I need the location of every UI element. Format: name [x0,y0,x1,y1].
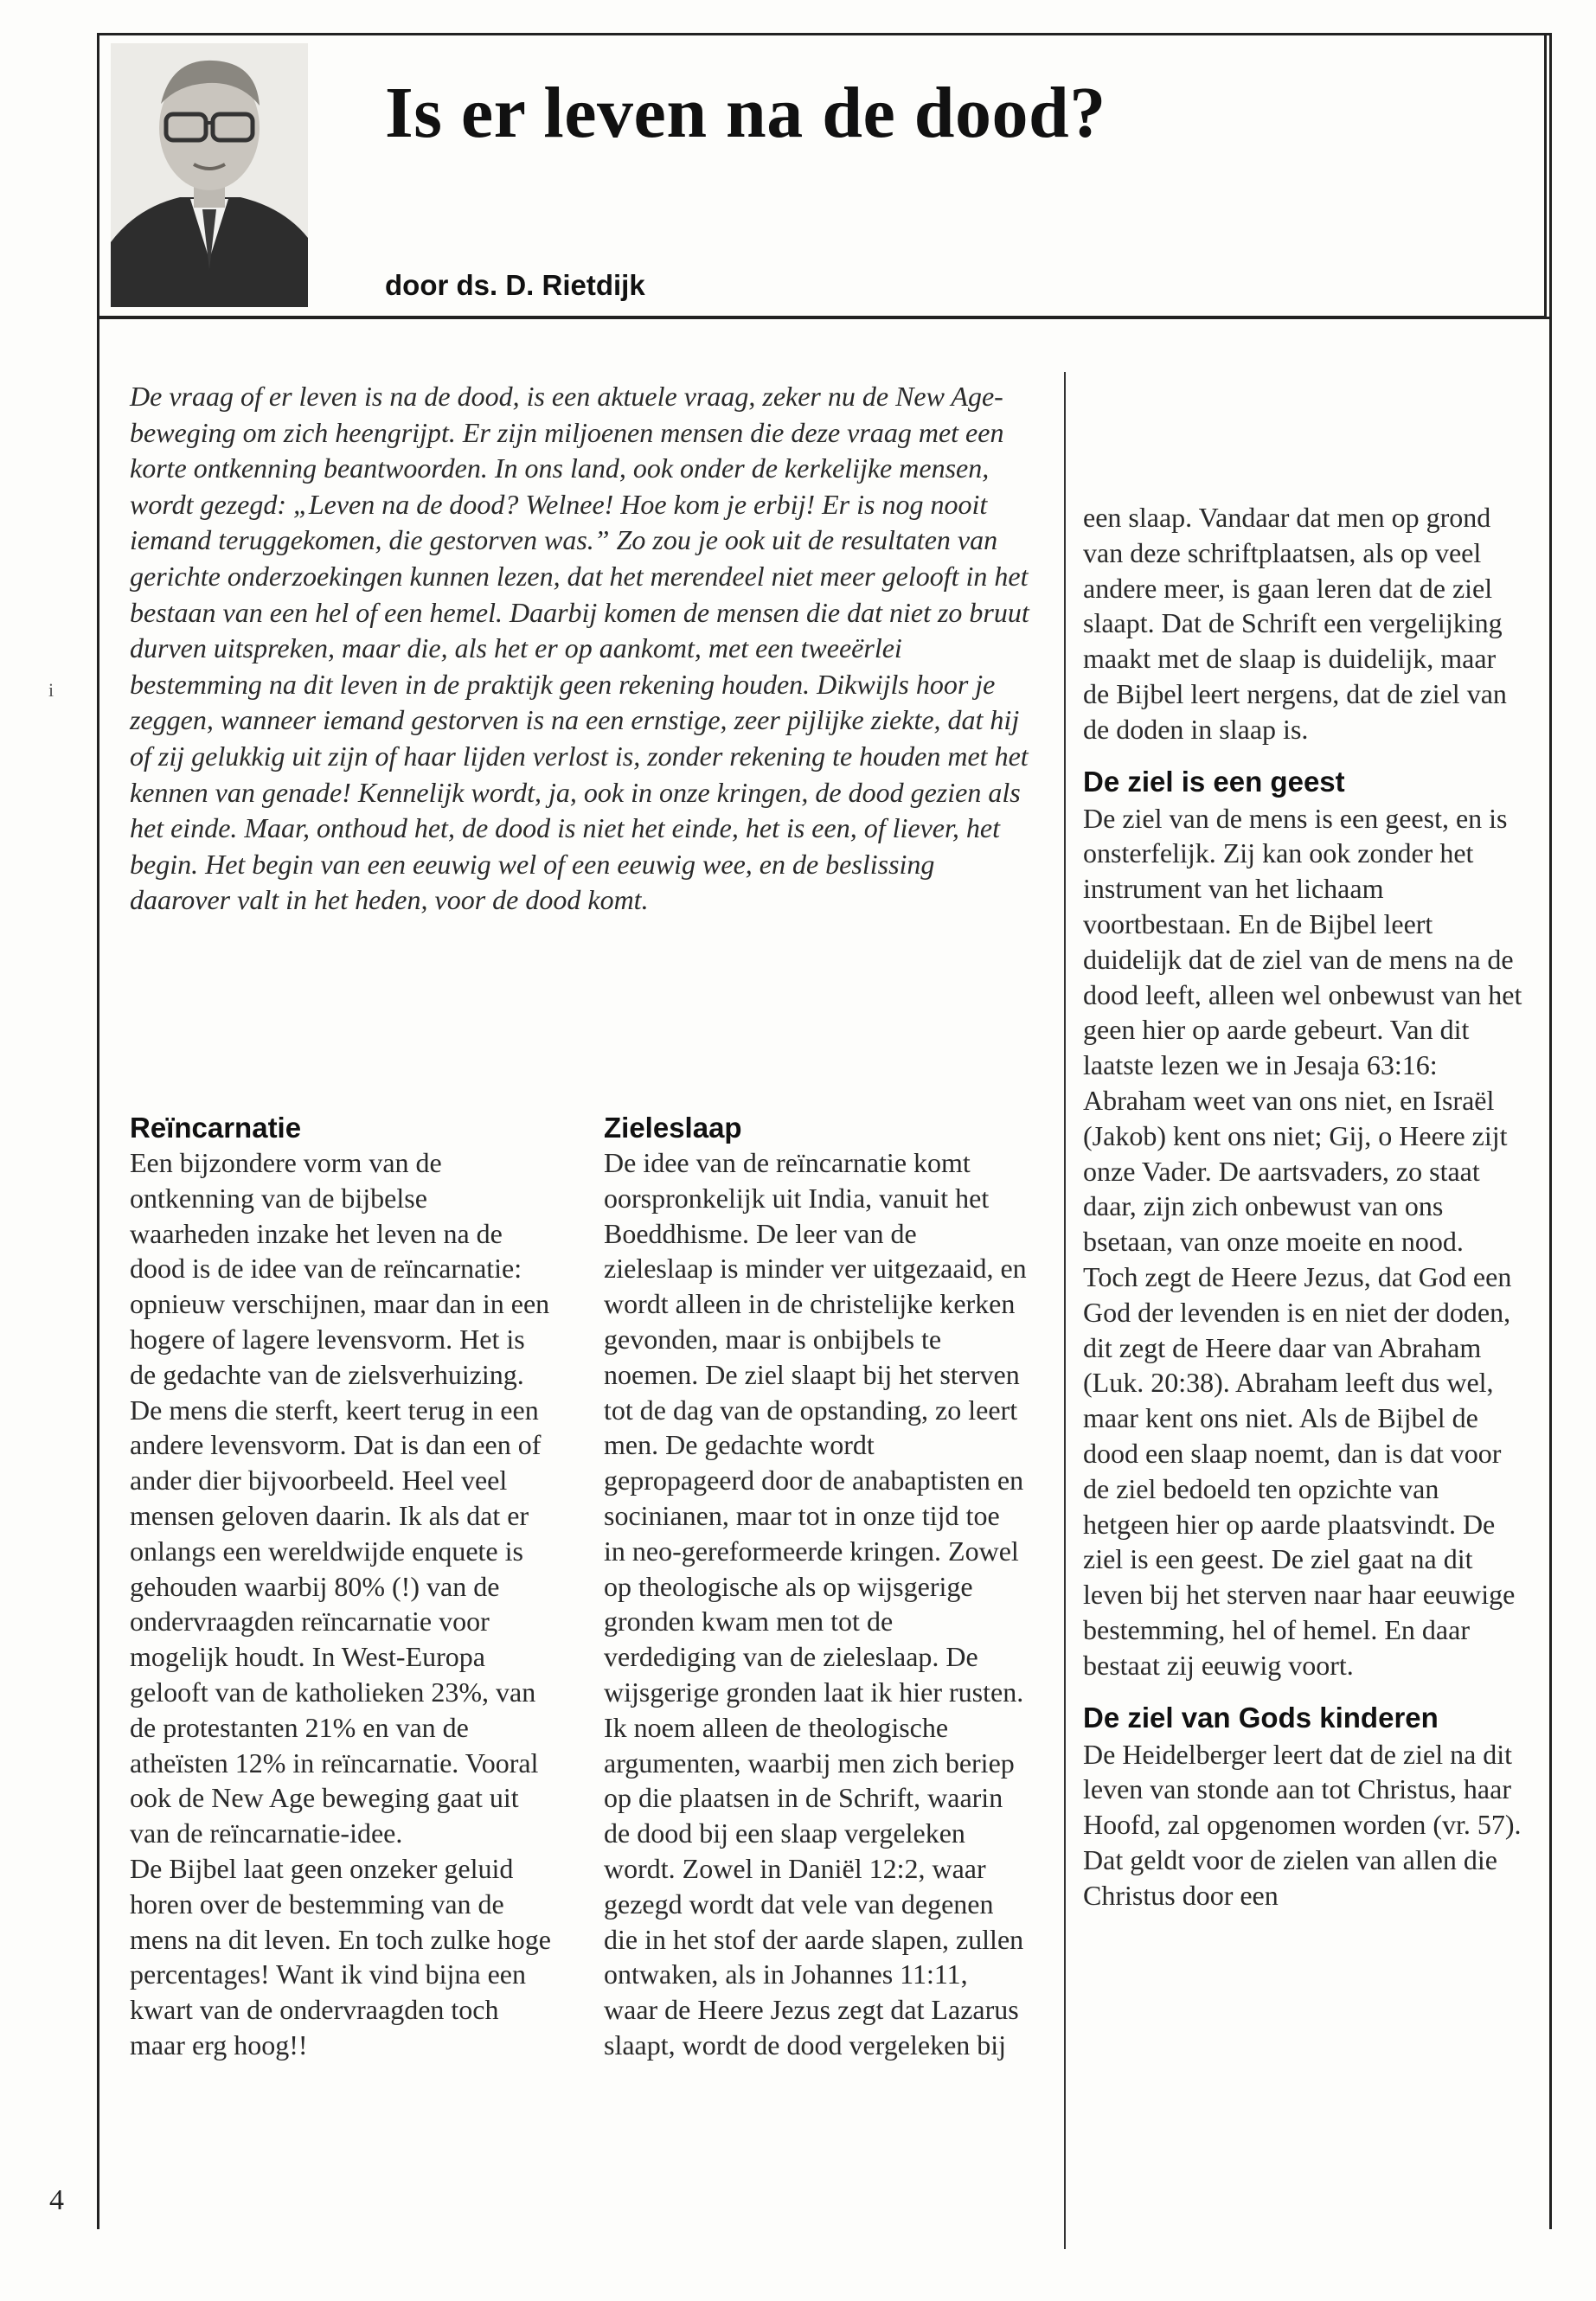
column-2 [604,1111,1028,2063]
section-heading-zieleslaap: Zieleslaap [604,1112,742,1144]
gods-kinderen-paragraph-1: De Heidelberger leert dat de ziel na dit leven van stonde aan tot Christus, haar Hoofd, zal opgenomen worden (vr. 57). Dat geldt voor de zielen van allen die Christus door een [1083,1738,1522,1911]
intro-paragraph: De vraag of er leven is na de dood, is een aktuele vraag, zeker nu de New Age-beweging om zich heengrijpt. Er zijn miljoenen mensen die deze vraag met een korte ontkenning beantwoorden. In ons land, ook onder de kerkelijke mensen, wordt gezegd: „Leven na de dood? Welnee! Hoe kom je erbij! Er is nog nooit iemand teruggekomen, die gestorven was.” Zo zou je ook uit de resultaten van gerichte onderzoekingen kunnen lezen, dat het merendeel niet meer gelooft in het bestaan van een hel of een hemel. Daarbij komen de mensen die dat niet zo bruut durven uitspreken, maar die, als het er op aankomt, met een tweeërlei bestemming na dit leven in de praktijk geen rekening houden. Dikwijls hoor je zeggen, wanneer iemand gestorven is na een ernstige, zeer pijlijke ziekte, dat hij of zij gelukkig uit zijn of haar lijden verlost is, zonder rekening te houden met het kennen van genade! Kennelijk wordt, ja, ook in onze kringen, de dood gezien als het einde. Maar, onthoud het, de dood is niet het einde, het is een, of liever, het begin. Het begin van een eeuwig wel of een eeuwig wee, en de beslissing daarover valt in het heden, voor de dood komt. [130,381,1029,916]
continuation-paragraph: een slaap. Vandaar dat men op grond van deze schriftplaatsen, als op veel andere meer, is gaan leren dat de ziel slaapt. Dat de Schrift een vergelijking maakt met de slaap is duidelijk, maar de Bijbel leert nergens, dat de ziel van de doden in slaap is. [1083,502,1507,745]
zieleslaap-paragraph-1: De idee van de reïncarnatie komt oorspronkelijk uit India, vanuit het Boeddhisme. De leer van de zieleslaap is minder ver uitgezaaid, en wordt alleen in de christelijke kerken gevonden, maar is onbijbels te noemen. De ziel slaapt bij het sterven tot de dag van de opstanding, zo leert men. De gedachte wordt gepropageerd door de anabaptisten en socinianen, maar tot in onze tijd toe in neo-gereformeerde kringen. Zowel op theologische als op wijsgerige gronden kwam men tot de verdediging van de zieleslaap. De wijsgerige gronden laat ik hier rusten. Ik noem alleen de theologische argumenten, waarbij men zich beriep op die plaatsen in de Schrift, waarin de dood bij een slaap vergeleken wordt. Zowel in Daniël 12:2, waar gezegd wordt dat vele van degenen die in het stof der aarde slapen, zullen ontwaken, als in Johannes 11:11, waar de Heere Jezus zegt dat Lazarus slaapt, wordt de dood vergeleken bij [604,1147,1027,2061]
header-rule [97,317,1549,319]
section-heading-reincarnatie: Reïncarnatie [130,1112,302,1144]
column-divider [1064,372,1066,2249]
column-1 [130,1111,554,2063]
section-heading-geest: De ziel is een geest [1083,765,1345,798]
article-title: Is er leven na de dood? [385,73,1106,153]
author-portrait [111,43,308,307]
section-heading-gods-kinderen: De ziel van Gods kinderen [1083,1701,1439,1734]
article-byline: door ds. D. Rietdijk [385,269,645,301]
reincarnatie-paragraph-2: De Bijbel laat geen onzeker geluid horen over de bestemming van de mens na dit leven. En toch zulke hoge percentages! Want ik vind bijna een kwart van de ondervraagden toch maar erg hoog!! [130,1852,551,2061]
margin-mark: i [48,679,54,701]
column-3 [1083,500,1524,1913]
reincarnatie-paragraph-1: Een bijzondere vorm van de ontkenning van de bijbelse waarheden inzake het leven na de dood is de idee van de reïncarnatie: opnieuw verschijnen, maar dan in een hogere of lagere levensvorm. Het is de gedachte van de zielsverhuizing. De mens die sterft, keert terug in een andere levensvorm. Dat is dan een of ander dier bijvoorbeeld. Heel veel mensen geloven daarin. Ik als dat er onlangs een wereldwijde enquete is gehouden waarbij 80% (!) van de ondervraagden reïncarnatie voor mogelijk houdt. In West-Europa gelooft van de katholieken 23%, van de protestanten 21% en van de atheïsten 12% in reïncarnatie. Vooral ook de New Age beweging gaat uit van de reïncarnatie-idee. [130,1147,550,1849]
geest-paragraph-1: De ziel van de mens is een geest, en is onsterfelijk. Zij kan ook zonder het instrument van het lichaam voortbestaan. En de Bijbel leert duidelijk dat de ziel van de mens na de dood leeft, alleen wel onbewust van het geen hier op aarde gebeurt. Van dit laatste lezen we in Jesaja 63:16: Abraham weet van ons niet, en Israël (Jakob) kent ons niet; Gij, o Heere zijt onze Vader. De aartsvaders, zo staat daar, zijn zich onbewust van ons bsetaan, van onze moeite en nood. Toch zegt de Heere Jezus, dat God een God der levenden is en niet der doden, dit zegt de Heere daar van Abraham (Luk. 20:38). Abraham leeft dus wel, maar kent ons niet. Als de Bijbel de dood een slaap noemt, dan is dat voor de ziel bedoeld ten opzichte van hetgeen hier op aarde plaatsvindt. De ziel is een geest. De ziel gaat na dit leven bij het sterven naar haar eeuwige bestemming, hel of hemel. En daar bestaat zij eeuwig voort. [1083,802,1522,1681]
page-number: 4 [49,2184,64,2216]
author-portrait-illustration [111,43,308,307]
